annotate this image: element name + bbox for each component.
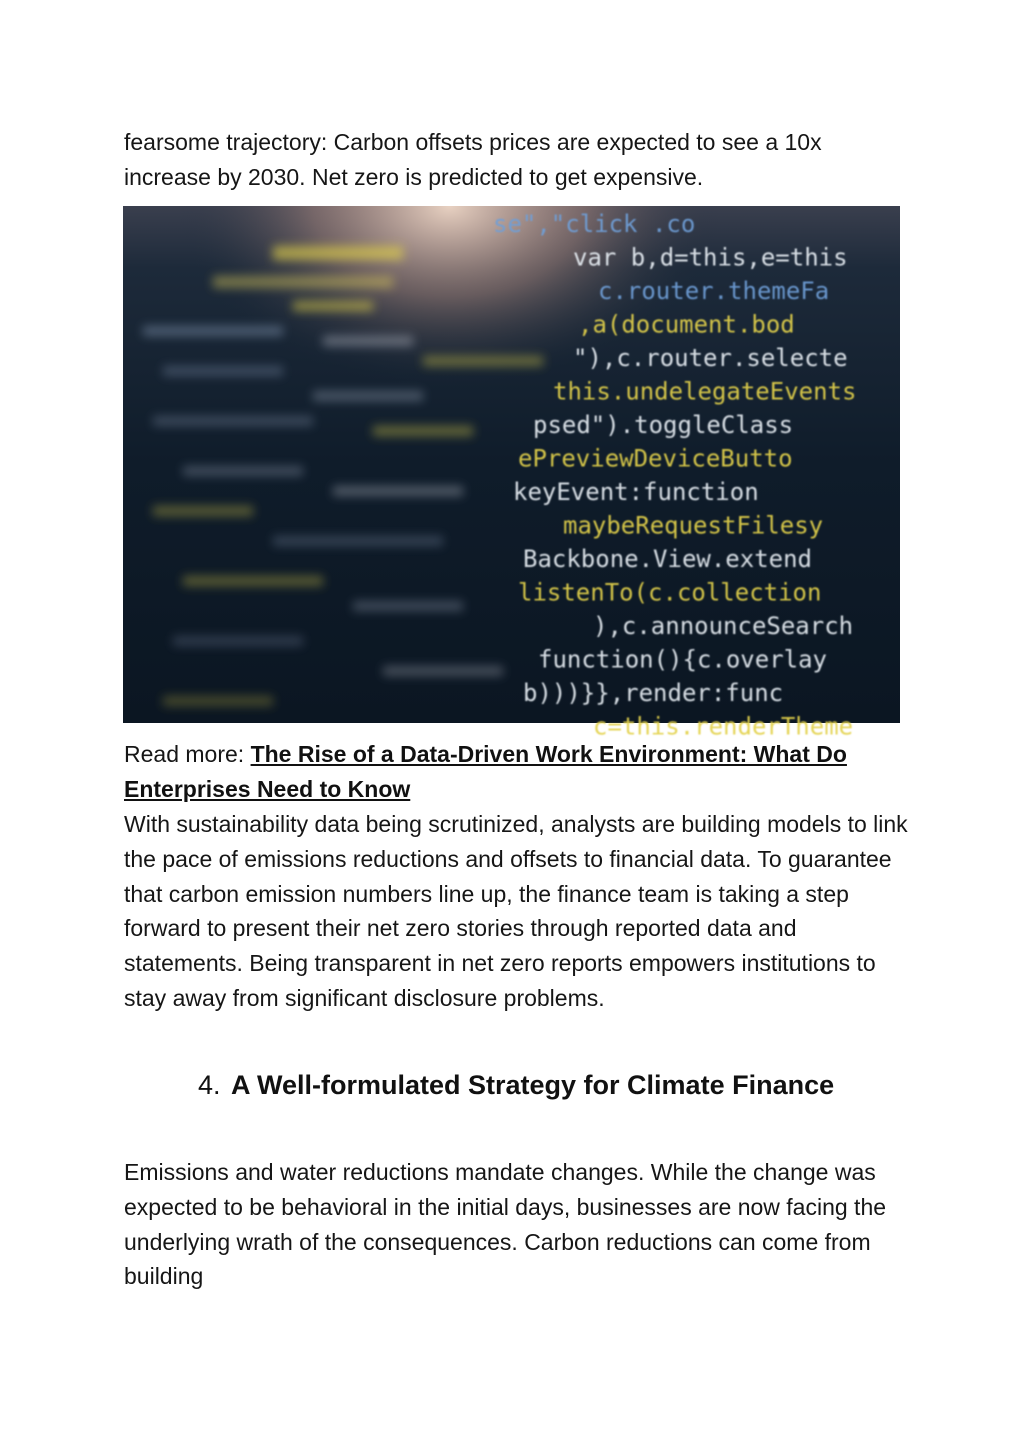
code-line: "),c.router.selecte — [573, 344, 848, 372]
section-title: A Well-formulated Strategy for Climate Finance — [231, 1070, 835, 1100]
code-line: listenTo(c.collection — [518, 578, 822, 607]
closing-paragraph: Emissions and water reductions mandate changes. While the change was expected to be behavioral in the initial days, businesses are now facing the underlying wrath of the consequences. Carbon reductions can come from building — [124, 1159, 887, 1290]
code-line: ,a(document.bod — [578, 310, 795, 339]
code-line: ePreviewDeviceButto — [518, 444, 793, 473]
code-line: var b,d=this,e=this — [573, 243, 848, 272]
code-line: c.router.themeFa — [598, 277, 830, 305]
code-line: keyEvent:function — [513, 478, 759, 506]
code-line: ),c.announceSearch — [593, 612, 854, 640]
code-line: maybeRequestFilesy — [563, 511, 824, 540]
code-line: function(){c.overlay — [538, 645, 827, 674]
section-number: 4. — [198, 1070, 221, 1100]
read-more-line — [124, 737, 914, 807]
code-photo — [123, 206, 900, 741]
intro-paragraph: fearsome trajectory: Carbon offsets prices are expected to see a 10x increase by 2030. Net zero is predicted to get expensive. — [124, 129, 822, 190]
code-line: psed").toggleClass — [533, 411, 794, 439]
code-line: se","click .co — [493, 210, 696, 238]
code-line: b)))}},render:func — [523, 679, 784, 707]
code-line: c=this.renderTheme — [593, 712, 854, 741]
body-paragraph: With sustainability data being scrutinized, analysts are building models to link the pace of emissions reductions and offsets to financial data. To guarantee that carbon emission numbers line up, the finance team is taking a step forward to present their net zero stories through reported data and statements. Being transparent in net zero reports empowers institutions to stay away from significant disclosure problems. — [124, 811, 908, 1011]
read-more-prefix: Read more: — [124, 741, 251, 767]
section-heading — [198, 1062, 898, 1108]
code-photo-graphic — [123, 206, 900, 741]
code-line: this.undelegateEvents — [553, 377, 857, 406]
code-line: Backbone.View.extend — [523, 545, 812, 573]
read-more-link[interactable]: The Rise of a Data-Driven Work Environment: What Do Enterprises Need to Know — [124, 741, 847, 802]
